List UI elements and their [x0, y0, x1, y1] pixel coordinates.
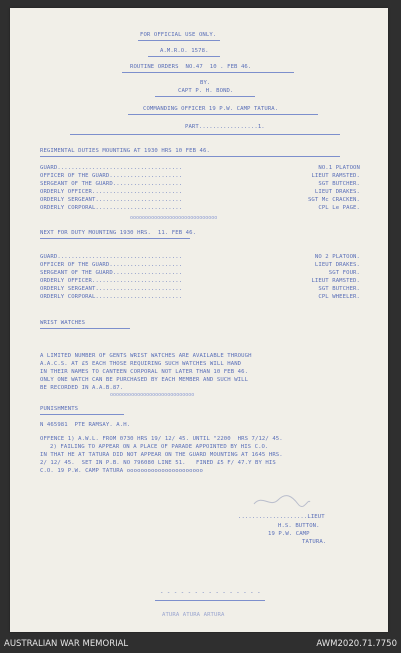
duty-role: GUARD.................................... — [40, 165, 183, 171]
part-label: PART.................1. — [185, 124, 265, 130]
duty-role: OFFICER OF THE GUARD..................... — [40, 262, 183, 268]
officer-underline — [155, 96, 255, 97]
duty-assigned: LIEUT RAMSTED. — [311, 278, 360, 284]
duty-row — [40, 294, 360, 301]
header-divider — [70, 134, 340, 135]
duty-row — [40, 286, 360, 293]
duty-role: GUARD.................................... — [40, 254, 183, 260]
command-title: COMMANDING OFFICER 19 P.W. CAMP TATURA. — [143, 106, 279, 112]
duty-row — [40, 189, 360, 196]
next-duty-title: NEXT FOR DUTY MOUNTING 1930 HRS. 11. FEB 46. — [40, 230, 197, 236]
duty-assigned: SGT BUTCHER. — [318, 181, 360, 187]
paragraph-line: C.O. 19 P.W. CAMP TATURA oooooooooooooooooooooo — [40, 468, 203, 474]
punishments-underline — [40, 414, 124, 415]
duty-row — [40, 197, 360, 204]
paragraph-line: OFFENCE 1) A.W.L. FROM 0730 HRS 19/ 12/ 45. UNTIL "2200 HRS 7/12/ 45. — [40, 436, 283, 442]
duty-assigned: CPL WHEELER. — [318, 294, 360, 300]
duty-role: SERGEANT OF THE GUARD.................... — [40, 270, 183, 276]
duty-role: ORDERLY OFFICER.......................... — [40, 278, 183, 284]
paragraph-line: IN THEIR NAMES TO CANTEEN CORPORAL NOT LATER THAN 10 FEB 46. — [40, 369, 249, 375]
duty-row — [40, 278, 360, 285]
duty-assigned: CPL Le PAGE. — [318, 205, 360, 211]
paragraph-line: 2) FAILING TO APPEAR ON A PLACE OF PARADE APPOINTED BY HIS C.O. — [50, 444, 269, 450]
signature-line: ....................LIEUT — [238, 514, 325, 520]
duty-assigned: SGT Mc CRACKEN. — [307, 197, 360, 203]
duty-row — [40, 165, 360, 172]
duty-assigned: LIEUT DRAKES. — [314, 189, 360, 195]
signatory-name: H.S. BUTTON. — [278, 523, 320, 529]
next-duty-underline — [40, 238, 190, 239]
footer-catalogue-id: AWM2020.71.7750 — [316, 639, 397, 649]
reference-underline — [148, 56, 220, 57]
duty-row — [40, 173, 360, 180]
paragraph-line: A LIMITED NUMBER OF GENTS WRIST WATCHES ARE AVAILABLE THROUGH — [40, 353, 252, 359]
duty-row — [40, 262, 360, 269]
duty-assigned: NO 2 PLATOON. — [314, 254, 360, 260]
orders-title: ROUTINE ORDERS NO.47 10 . FEB 46. — [130, 64, 252, 70]
officer-name: CAPT P. H. BOND. — [178, 88, 234, 94]
regimental-duties-title: REGIMENTAL DUTIES MOUNTING AT 1930 HRS 10 FEB 46. — [40, 148, 210, 154]
signatory-unit: 19 P.W. CAMP — [268, 531, 310, 537]
duty-row — [40, 270, 360, 277]
by-label: BY. — [200, 80, 211, 86]
orders-underline — [122, 72, 294, 73]
reference-number: A.M.R.O. 1578. — [160, 48, 209, 54]
duty-row — [40, 254, 360, 261]
archive-footer — [0, 633, 401, 653]
duty-assigned: LIEUT RAMSTED. — [311, 173, 360, 179]
duty-assigned: SGT FOUR. — [328, 270, 360, 276]
punishment-subject: N 465981 PTE RAMSAY. A.H. — [40, 422, 131, 428]
duty-role: OFFICER OF THE GUARD..................... — [40, 173, 183, 179]
paragraph-line: A.A.C.S. AT £5 EACH THOSE REQUIRING SUCH WATCHES WILL HAND — [40, 361, 242, 367]
duty-role: ORDERLY SERGEANT......................... — [40, 197, 183, 203]
duty-role: ORDERLY CORPORAL......................... — [40, 294, 183, 300]
handwritten-signature-mark — [252, 492, 312, 510]
next-duty-list — [40, 254, 360, 304]
paragraph-line: ONLY ONE WATCH CAN BE PURCHASED BY EACH MEMBER AND SUCH WILL — [40, 377, 249, 383]
classification-heading: FOR OFFICIAL USE ONLY. — [140, 32, 217, 38]
paragraph-line: BE RECORDED IN A.A.B.87. — [40, 385, 124, 391]
section-separator: oooooooooooooooooooooooooooo — [110, 392, 195, 398]
punishments-title: PUNISHMENTS — [40, 406, 79, 412]
duty-row — [40, 181, 360, 188]
duty-role: ORDERLY SERGEANT......................... — [40, 286, 183, 292]
paragraph-line: 2/ 12/ 45. SET IN P.B. NO 796080 LINE 51. FINED £5 F/ 47.Y BY HIS — [40, 460, 276, 466]
duty-role: ORDERLY OFFICER.......................... — [40, 189, 183, 195]
command-underline — [128, 114, 318, 115]
signatory-location: TATURA. — [302, 539, 327, 545]
duty-role: ORDERLY CORPORAL......................... — [40, 205, 183, 211]
duty-assigned: NO.1 PLATOON — [318, 165, 360, 171]
paragraph-line: IN THAT HE AT TATURA DID NOT APPEAR ON THE GUARD MOUNTING AT 1645 HRS. — [40, 452, 283, 458]
bottom-faded-stamp: ATURA ATURA ARTURA — [162, 612, 225, 618]
footer-institution: AUSTRALIAN WAR MEMORIAL — [4, 639, 129, 649]
regimental-duties-underline — [40, 156, 340, 157]
duty-role: SERGEANT OF THE GUARD.................... — [40, 181, 183, 187]
duty-assigned: SGT BUTCHER. — [318, 286, 360, 292]
bottom-dashes: - - - - - - - - - - - - - - - — [160, 590, 261, 596]
bottom-rule — [155, 600, 265, 601]
wrist-watches-title: WRIST WATCHES — [40, 320, 86, 326]
heading-underline — [138, 40, 220, 41]
wrist-watches-underline — [40, 328, 130, 329]
duty-row — [40, 205, 360, 212]
duty-assigned: LIEUT DRAKES. — [314, 262, 360, 268]
document-page — [10, 8, 388, 632]
section-separator: ooooooooooooooooooooooooooooo — [130, 215, 218, 221]
regimental-duties-list — [40, 165, 360, 215]
